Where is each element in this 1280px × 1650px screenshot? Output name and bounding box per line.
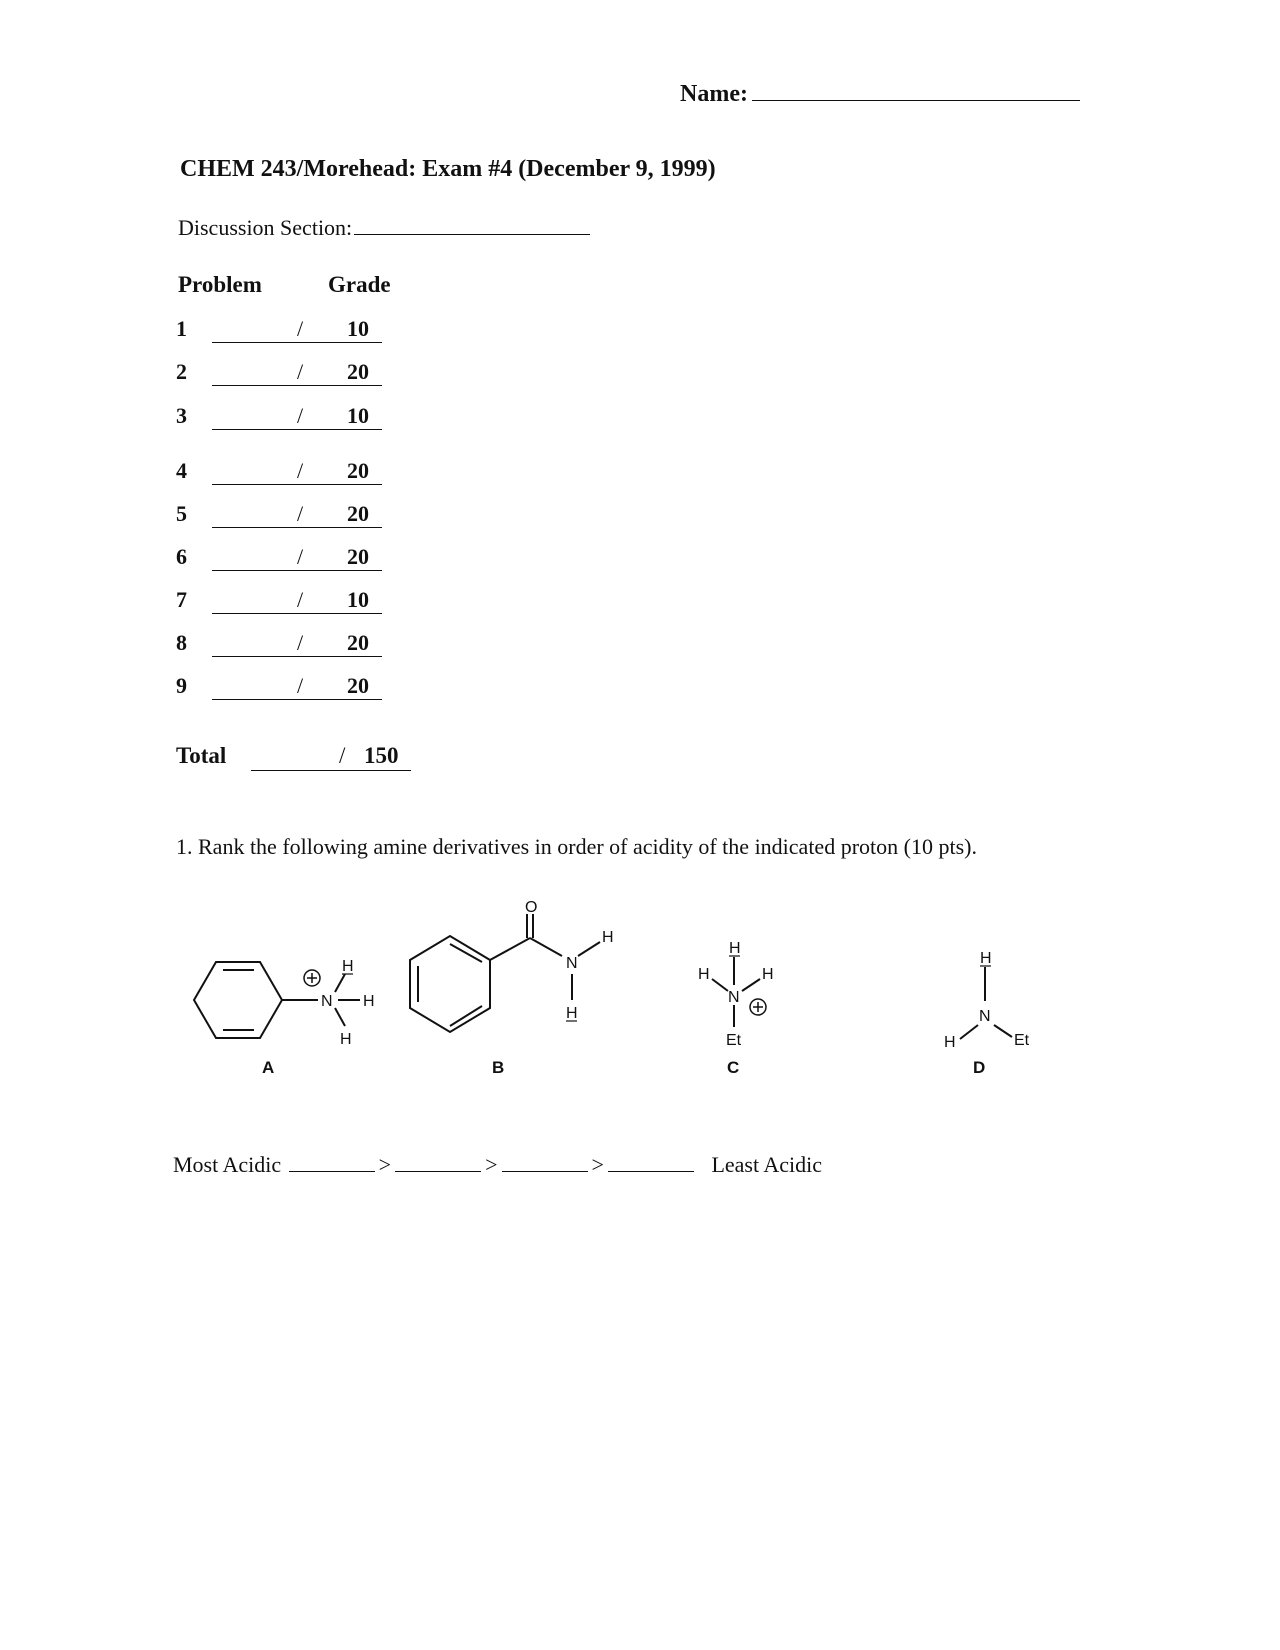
structure-a-anilinium	[170, 940, 390, 1060]
score-blank[interactable]	[212, 385, 382, 386]
grade-slash: /	[297, 587, 304, 612]
score-blank[interactable]	[212, 429, 382, 430]
total-max-points: 150	[364, 743, 399, 768]
atom-n: N	[321, 993, 333, 1010]
problem-number: 8	[176, 630, 187, 655]
atom-h-indicated: H	[980, 950, 992, 967]
problem-number: 6	[176, 544, 187, 569]
atom-h: H	[602, 929, 614, 946]
score-blank[interactable]	[212, 699, 382, 700]
atom-h: H	[698, 966, 710, 983]
structure-a-label: A	[262, 1058, 275, 1077]
score-blank[interactable]	[212, 613, 382, 614]
greater-than: >	[378, 1152, 392, 1177]
score-blank[interactable]	[212, 656, 382, 657]
grade-column-header: Grade	[328, 272, 391, 297]
acidity-ranking	[173, 1152, 822, 1178]
max-points: 10	[347, 316, 369, 341]
atom-n: N	[979, 1008, 991, 1025]
grade-slash: /	[297, 501, 304, 526]
max-points: 20	[347, 630, 369, 655]
name-field[interactable]	[680, 80, 1080, 108]
max-points: 20	[347, 359, 369, 384]
grade-slash: /	[297, 458, 304, 483]
total-label: Total	[176, 743, 227, 768]
score-blank[interactable]	[212, 484, 382, 485]
discussion-label: Discussion Section:	[178, 215, 353, 240]
problem-number: 4	[176, 458, 187, 483]
max-points: 20	[347, 673, 369, 698]
structure-c-label: C	[727, 1058, 740, 1077]
rank-blank-2[interactable]	[395, 1153, 481, 1172]
atom-n: N	[566, 955, 578, 972]
grade-slash: /	[297, 316, 304, 341]
name-blank[interactable]	[752, 80, 1080, 101]
total-slash: /	[339, 743, 346, 768]
atom-h: H	[363, 993, 375, 1010]
max-points: 20	[347, 544, 369, 569]
question-1-text: 1. Rank the following amine derivatives in order of acidity of the indicated proton (10 pts).	[176, 834, 977, 859]
atom-o: O	[525, 900, 538, 916]
grade-slash: /	[297, 403, 304, 428]
most-acidic-label: Most Acidic	[173, 1152, 282, 1177]
grade-slash: /	[297, 673, 304, 698]
structure-d-label: D	[973, 1058, 986, 1077]
atom-n: N	[728, 989, 740, 1006]
atom-h: H	[944, 1034, 956, 1051]
max-points: 10	[347, 403, 369, 428]
atom-h: H	[340, 1031, 352, 1048]
structure-b-benzamide	[400, 900, 640, 1065]
max-points: 20	[347, 501, 369, 526]
greater-than: >	[485, 1152, 498, 1177]
atom-h-indicated: H	[729, 940, 741, 957]
grade-slash: /	[297, 359, 304, 384]
score-blank[interactable]	[212, 570, 382, 571]
score-blank[interactable]	[212, 342, 382, 343]
group-et: Et	[1014, 1032, 1030, 1049]
problem-number: 5	[176, 501, 187, 526]
total-blank[interactable]	[251, 770, 411, 771]
problem-number: 7	[176, 587, 187, 612]
name-label: Name:	[680, 81, 748, 107]
max-points: 10	[347, 587, 369, 612]
problem-column-header: Problem	[178, 272, 262, 297]
greater-than: >	[591, 1152, 604, 1177]
max-points: 20	[347, 458, 369, 483]
exam-title: CHEM 243/Morehead: Exam #4 (December 9, 1999)	[180, 156, 716, 182]
grade-slash: /	[297, 630, 304, 655]
rank-blank-4[interactable]	[608, 1153, 694, 1172]
atom-h-indicated: H	[566, 1005, 578, 1022]
problem-number: 3	[176, 403, 187, 428]
score-blank[interactable]	[212, 527, 382, 528]
structure-c-ethylammonium	[690, 935, 810, 1055]
group-et: Et	[726, 1032, 742, 1049]
rank-blank-3[interactable]	[502, 1153, 588, 1172]
atom-h-indicated: H	[342, 958, 354, 975]
atom-h: H	[762, 966, 774, 983]
problem-number: 2	[176, 359, 187, 384]
least-acidic-label: Least Acidic	[711, 1152, 823, 1177]
discussion-section-field[interactable]	[178, 214, 590, 241]
structure-d-ethylamine	[920, 945, 1050, 1055]
structure-b-label: B	[492, 1058, 505, 1077]
rank-blank-1[interactable]	[289, 1153, 375, 1172]
problem-number: 9	[176, 673, 187, 698]
total-row	[176, 743, 436, 777]
grade-slash: /	[297, 544, 304, 569]
problem-number: 1	[176, 316, 187, 341]
discussion-blank[interactable]	[354, 214, 590, 235]
